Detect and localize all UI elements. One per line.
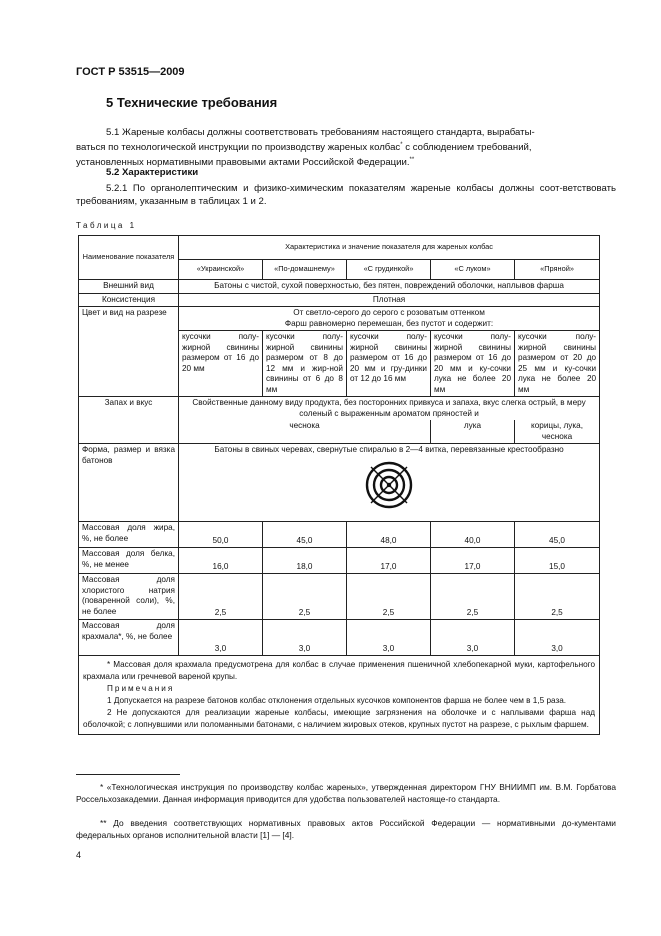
footnote-2	[76, 818, 616, 841]
smell-garlic: чеснока	[179, 420, 431, 444]
fat-domashnemu: 45,0	[263, 522, 347, 548]
note-1-text: 1 Допускается на разрезе батонов колбас отклонения отдельных кусочков компонентов фарша не более чем в 1,5 раза.	[107, 696, 567, 705]
note-2	[83, 707, 595, 731]
fat-grudinka: 48,0	[347, 522, 431, 548]
starch-domashnemu: 3,0	[263, 620, 347, 656]
note-1	[83, 695, 595, 707]
characteristics-table	[78, 235, 600, 735]
appearance-value: Батоны с чистой, сухой поверхностью, без пятен, повреждений оболочки, наплывов фарша	[179, 280, 600, 294]
color-cell-luk: кусочки полу-жирной свинины размером от 16 до 20 мм и ку-сочки лука не более 20 мм	[431, 331, 515, 397]
product-luk: «С луком»	[431, 260, 515, 280]
product-pryanoy: «Пряной»	[515, 260, 600, 280]
row-label-smell: Запах и вкус	[79, 397, 179, 444]
row-label-appearance: Внешний вид	[79, 280, 179, 294]
row-label-protein: Массовая доля белка, %, не менее	[79, 548, 179, 574]
starch-pryanoy: 3,0	[515, 620, 600, 656]
footnote-ref-1: *	[400, 142, 403, 148]
color-common	[179, 307, 600, 331]
subsection-title: 5.2 Характеристики	[106, 167, 199, 178]
protein-luk: 17,0	[431, 548, 515, 574]
section-title: 5 Технические требования	[106, 95, 278, 110]
protein-grudinka: 17,0	[347, 548, 431, 574]
fat-ukrainian: 50,0	[179, 522, 263, 548]
page-number: 4	[76, 850, 82, 860]
smell-onion: лука	[431, 420, 515, 444]
table-caption: Таблица 1	[76, 221, 137, 230]
smell-cinnamon: корицы, лука, чеснока	[515, 420, 600, 444]
color-line-2: Фарш равномерно перемешан, без пустот и содержит:	[284, 318, 494, 328]
document-code: ГОСТ Р 53515—2009	[76, 66, 185, 78]
row-label-consistency: Консистенция	[79, 293, 179, 307]
starch-grudinka: 3,0	[347, 620, 431, 656]
p521-text: 5.2.1 По органолептическим и физико-химическим показателям жареные колбасы должны соот-ветствовать требованиям, указанным в таблицах 1 и 2.	[76, 183, 616, 207]
footnote-1	[76, 782, 616, 805]
shape-value: Батоны в свиных черевах, свернутые спиралью в 2—4 витка, перевязанные крестообразно	[214, 445, 564, 454]
row-label-shape: Форма, размер и вязка батонов	[79, 444, 179, 522]
protein-domashnemu: 18,0	[263, 548, 347, 574]
salt-domashnemu: 2,5	[263, 574, 347, 620]
footnote-1-text: * «Технологическая инструкция по производству колбас жареных», утвержденная директором ГНУ ВНИИМП им. В.М. Горбатова Россельхозакадемии. Данная информация приводится для удобства пользователей настояще-го стандарта.	[76, 782, 616, 804]
row-label-starch: Массовая доля крахмала*, %, не более	[79, 620, 179, 656]
starch-luk: 3,0	[431, 620, 515, 656]
row-label-salt: Массовая доля хлористого натрия (поваренной соли), %, не более	[79, 574, 179, 620]
fat-luk: 40,0	[431, 522, 515, 548]
color-cell-pryanoy: кусочки полу-жирной свинины размером от 20 до 25 мм и ку-сочки лука не более 20 мм	[515, 331, 600, 397]
paragraph-5-2-1	[76, 182, 616, 208]
notes-title-text: Примечания	[107, 684, 175, 693]
smell-common: Свойственные данному виду продукта, без посторонних привкуса и запаха, вкус слегка острый, в меру соленый с выраженным ароматом пряностей и	[179, 397, 600, 421]
color-line-1: От светло-серого до серого с розоватым оттенком	[293, 308, 485, 317]
p51-lead: 5.1 Жареные колбасы должны соответствовать требованиям настоящего стандарта, вырабаты-	[106, 127, 535, 138]
header-characteristic: Характеристика и значение показателя для жареных колбас	[179, 236, 600, 260]
footnote-2-text: ** До введения соответствующих нормативных правовых актов Российской Федерации — нормативными до-кументами федеральных органов исполнительной власти [1] — [4].	[76, 818, 616, 840]
notes-title	[83, 683, 595, 695]
protein-pryanoy: 15,0	[515, 548, 600, 574]
starch-ukrainian: 3,0	[179, 620, 263, 656]
footnote-ref-2: **	[409, 157, 415, 164]
p51-line3a: установленных нормативными правовыми актами Российской Федерации.	[76, 157, 410, 169]
product-grudinka: «С грудинкой»	[347, 260, 431, 280]
header-indicator: Наименование показателя	[79, 236, 179, 280]
p51-line2b: с соблюдением требований,	[402, 142, 532, 154]
salt-luk: 2,5	[431, 574, 515, 620]
note-starch-text: * Массовая доля крахмала предусмотрена для колбас в случае применения пшеничной хлебопекарной муки, картофельного крахмала или гречневой вареной крупы.	[83, 660, 596, 681]
color-cell-domashnemu: кусочки полу-жирной свинины размером от 8 до 12 мм и жир-ной свинины от 6 до 8 мм	[263, 331, 347, 397]
salt-pryanoy: 2,5	[515, 574, 600, 620]
consistency-value: Плотная	[179, 293, 600, 307]
p51-line2a: ваться по технологической инструкции по производству жареных колбас	[76, 142, 401, 154]
spiral-sausage-icon	[363, 459, 415, 511]
fat-pryanoy: 45,0	[515, 522, 600, 548]
color-cell-grudinka: кусочки полу-жирной свинины размером от 16 до 20 мм и гру-динки от 12 до 16 мм	[347, 331, 431, 397]
product-ukrainian: «Украинской»	[179, 260, 263, 280]
table-notes	[79, 656, 600, 735]
shape-cell	[179, 444, 600, 522]
note-starch	[83, 659, 595, 683]
color-cell-ukrainian: кусочки полу-жирной свинины размером от 16 до 20 мм	[179, 331, 263, 397]
protein-ukrainian: 16,0	[179, 548, 263, 574]
note-2-text: 2 Не допускаются для реализации жареные колбасы, имеющие загрязнения на оболочке и с наплывами фарша над оболочкой; с лопнувшими или поломанными батонами, с наличием жировых отеков, крупных пустот на разрезе, с рыхлым фаршем.	[83, 708, 596, 729]
salt-ukrainian: 2,5	[179, 574, 263, 620]
product-domashnemu: «По-домашнему»	[263, 260, 347, 280]
salt-grudinka: 2,5	[347, 574, 431, 620]
paragraph-5-1	[76, 126, 616, 169]
footnote-divider	[76, 774, 180, 775]
row-label-color: Цвет и вид на разрезе	[79, 307, 179, 397]
row-label-fat: Массовая доля жира, %, не более	[79, 522, 179, 548]
